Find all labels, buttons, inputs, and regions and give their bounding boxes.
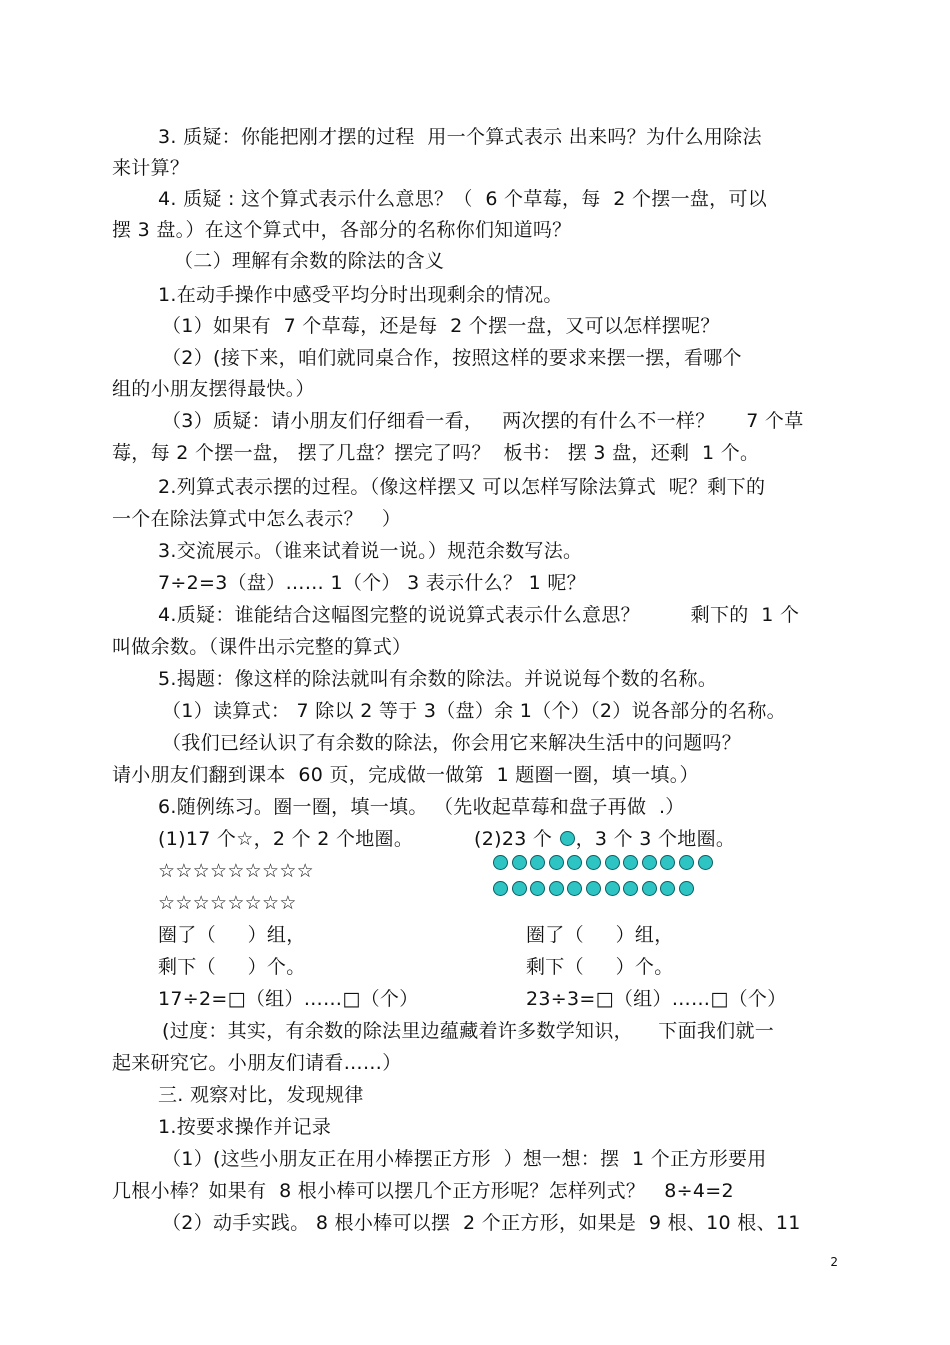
circle-icon [549, 881, 564, 896]
circle-icon [605, 881, 620, 896]
text-line-15: 7÷2=3（盘）…… 1（个） 3 表示什么？ 1 呢？ [158, 572, 586, 594]
circle-icon [493, 855, 508, 870]
circle-icon [567, 881, 582, 896]
text-line-21: 请小朋友们翻到课本 60 页，完成做一做第 1 题圈一圈，填一填。） [112, 764, 699, 786]
exercise-2-before: (2)23 个 [474, 828, 559, 850]
circles-row-2 [493, 881, 694, 896]
text-line-6: 1.在动手操作中感受平均分时出现剩余的情况。 [158, 284, 563, 306]
stars-row-2: ☆☆☆☆☆☆☆☆ [158, 892, 297, 914]
circle-icon [567, 855, 582, 870]
section-heading: （二）理解有余数的除法的含义 [174, 250, 445, 272]
text-line-3: 4. 质疑 : 这个算式表示什么意思？（ 6 个草莓，每 2 个摆一盘，可以 [158, 188, 768, 210]
circle-icon [560, 831, 575, 846]
equation-1: 17÷2=□（组）……□（个） [158, 988, 419, 1010]
circle-icon [530, 881, 545, 896]
circle-icon [549, 855, 564, 870]
circled-groups-1: 圈了（ ）组， [158, 924, 306, 946]
circle-icon [605, 855, 620, 870]
circle-icon [512, 855, 527, 870]
text-line-20: （我们已经认识了有余数的除法，你会用它来解决生活中的问题吗？ [162, 732, 742, 754]
text-line-36: 1.按要求操作并记录 [158, 1116, 332, 1138]
circle-icon [679, 881, 694, 896]
text-line-4: 摆 3 盘。）在这个算式中，各部分的名称你们知道吗？ [112, 219, 572, 241]
text-line-17: 叫做余数。（课件出示完整的算式） [112, 636, 412, 658]
text-line-19: （1）读算式： 7 除以 2 等于 3（盘）余 1（个）（2）说各部分的名称。 [162, 700, 786, 722]
text-line-1: 3. 质疑：你能把刚才摆的过程 用一个算式表示 出来吗？为什么用除法 [158, 126, 762, 148]
exercise-2-after: ，3 个 3 个地圈。 [575, 828, 736, 850]
text-line-7: （1）如果有 7 个草莓，还是每 2 个摆一盘，又可以怎样摆呢？ [162, 315, 720, 337]
text-line-8: （2）(接下来，咱们就同桌合作，按照这样的要求来摆一摆，看哪个 [162, 347, 742, 369]
circle-icon [512, 881, 527, 896]
circle-icon [623, 855, 638, 870]
circle-icon [623, 881, 638, 896]
circles-row-1 [493, 855, 713, 870]
text-line-22: 6.随例练习。圈一圈，填一填。 （先收起草莓和盘子再做 .） [158, 796, 685, 818]
text-line-10: （3）质疑：请小朋友们仔细看一看， 两次摆的有什么不一样？ 7 个草 [162, 410, 804, 432]
text-line-38: 几根小棒？如果有 8 根小棒可以摆几个正方形呢？怎样列式？ 8÷4=2 [112, 1180, 734, 1202]
text-line-16: 4.质疑：谁能结合这幅图完整的说说算式表示什么意思？ 剩下的 1 个 [158, 604, 800, 626]
section-heading-3: 三. 观察对比，发现规律 [158, 1084, 364, 1106]
text-line-37: （1）(这些小朋友正在用小棒摆正方形 ）想一想：摆 1 个正方形要用 [162, 1148, 767, 1170]
exercise-2-prompt [474, 826, 735, 852]
exercise-1-prompt: (1)17 个☆，2 个 2 个地圈。 [158, 828, 414, 850]
text-line-11: 莓，每 2 个摆一盘， 摆了几盘？摆完了吗？ 板书： 摆 3 盘，还剩 1 个。 [112, 442, 760, 464]
equation-2: 23÷3=□（组）……□（个） [526, 988, 787, 1010]
remainder-1: 剩下（ ）个。 [158, 956, 306, 978]
text-line-9: 组的小朋友摆得最快。） [112, 378, 315, 400]
circle-icon [586, 881, 601, 896]
circle-icon [493, 881, 508, 896]
page-number: 2 [830, 1255, 838, 1269]
circle-icon [660, 855, 675, 870]
circle-icon [586, 855, 601, 870]
circle-icon [660, 881, 675, 896]
circled-groups-2: 圈了（ ）组， [526, 924, 674, 946]
text-line-13: 一个在除法算式中怎么表示？ ） [112, 508, 402, 530]
stars-row-1: ☆☆☆☆☆☆☆☆☆ [158, 860, 314, 882]
remainder-2: 剩下（ ）个。 [526, 956, 674, 978]
text-line-14: 3.交流展示。（谁来试着说一说。）规范余数写法。 [158, 540, 583, 562]
circle-icon [642, 881, 657, 896]
text-line-2: 来计算？ [112, 157, 190, 179]
text-line-12: 2.列算式表示摆的过程。（像这样摆又 可以怎样写除法算式 呢？剩下的 [158, 476, 766, 498]
circle-icon [679, 855, 694, 870]
text-line-34: 起来研究它。小朋友们请看……） [112, 1052, 402, 1074]
circle-icon [642, 855, 657, 870]
circle-icon [530, 855, 545, 870]
text-line-18: 5.揭题：像这样的除法就叫有余数的除法。并说说每个数的名称。 [158, 668, 718, 690]
text-line-33: (过度：其实，有余数的除法里边蕴藏着许多数学知识， 下面我们就一 [162, 1020, 775, 1042]
circle-icon [698, 855, 713, 870]
text-line-39: （2）动手实践。 8 根小棒可以摆 2 个正方形，如果是 9 根、10 根、11 [162, 1212, 801, 1234]
